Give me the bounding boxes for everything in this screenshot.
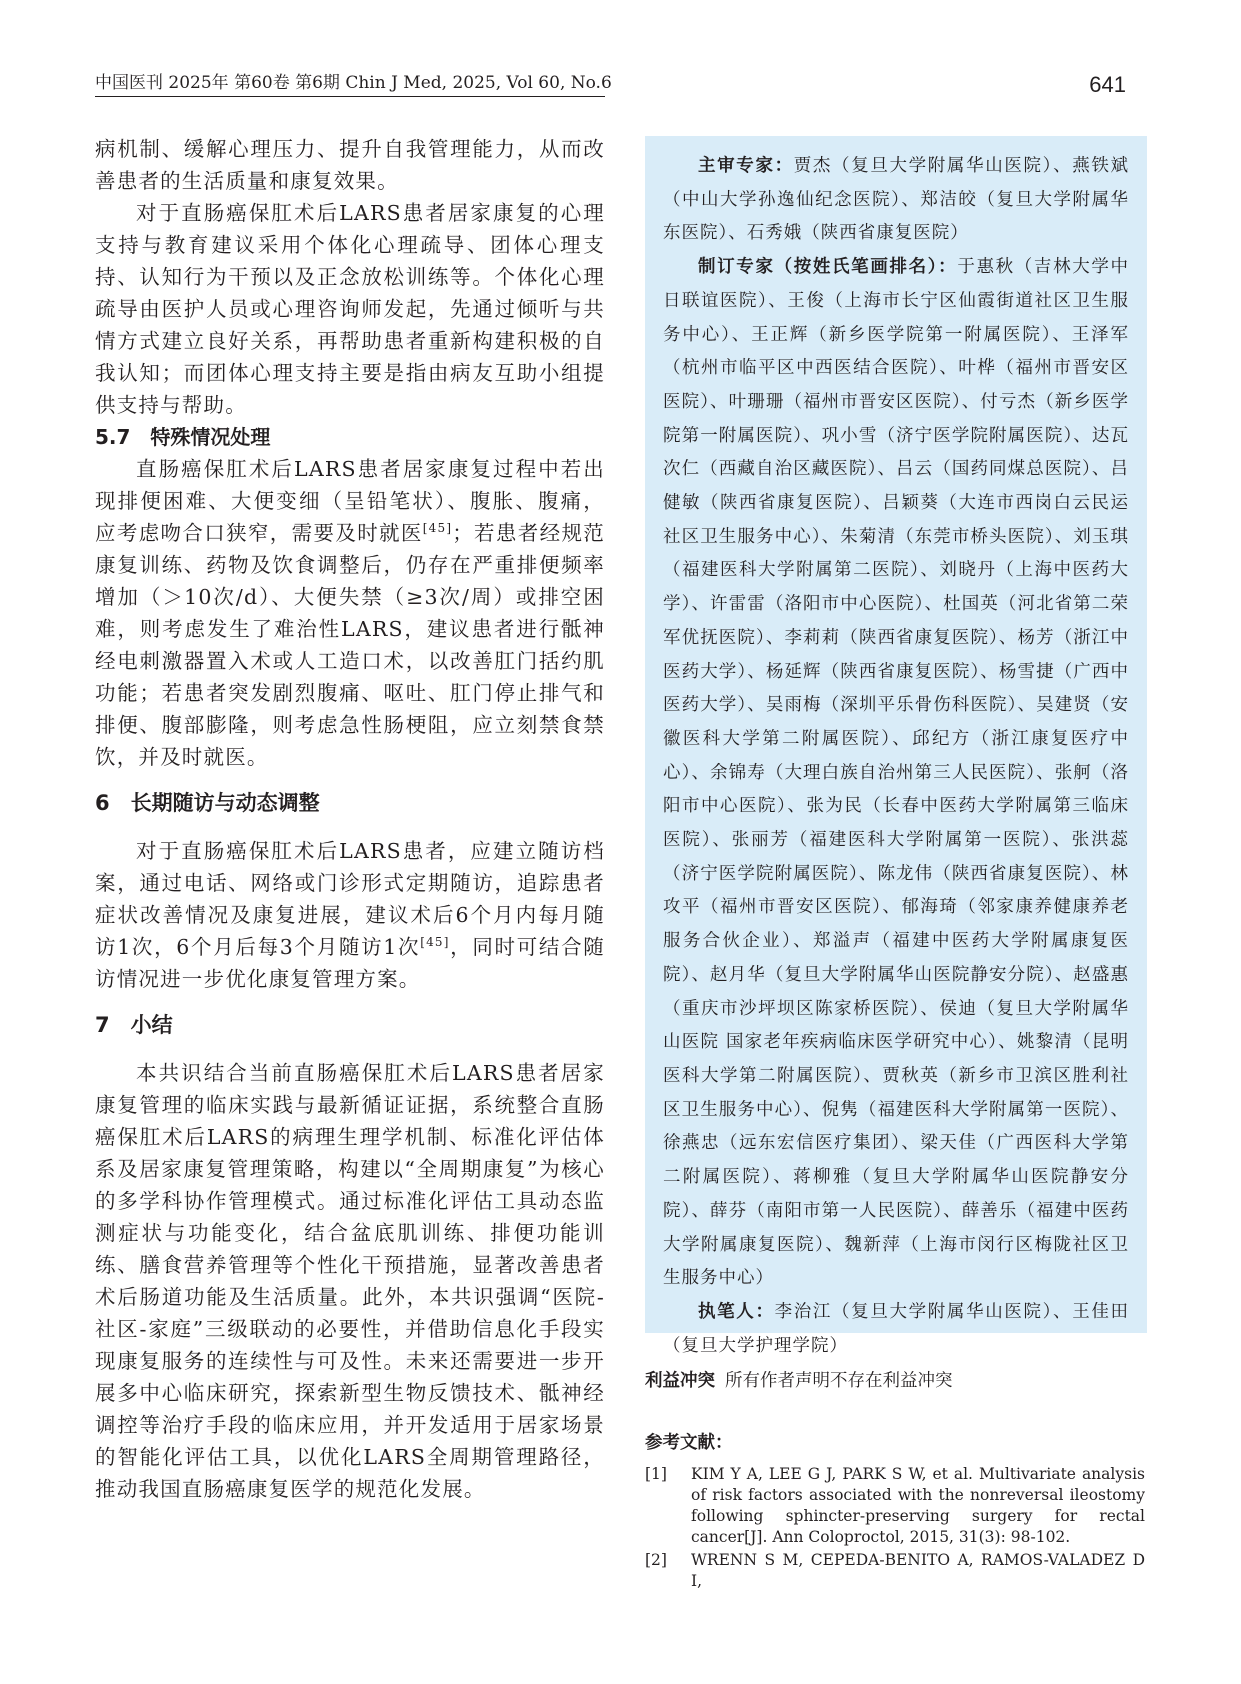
running-header: 中国医刊 2025年 第60卷 第6期 Chin J Med, 2025, Vol 60, No.6 <box>95 70 605 97</box>
paragraph-special-cases <box>95 453 605 773</box>
paragraph-text: 对于直肠癌保肛术后LARS患者，应建立随访档案，通过电话、网络或门诊形式定期随访，追踪患者症状改善情况及康复进展，建议术后6个月内每月随访1次，6个月后每3个月随访1次 <box>95 839 605 959</box>
writers-label: 执笔人： <box>698 1301 775 1322</box>
paragraph-text: 直肠癌保肛术后LARS患者居家康复过程中若出现排便困难、大便变细（呈铅笔状）、腹胀、腹痛，应考虑吻合口狭窄，需要及时就医 <box>95 457 605 545</box>
drafting-experts-text: 于惠秋（吉林大学中日联谊医院）、王俊（上海市长宁区仙霞街道社区卫生服务中心）、王正辉（新乡医学院第一附属医院）、王泽军（杭州市临平区中西医结合医院）、叶桦（福州市晋安区医院）、叶珊珊（福州市晋安区医院）、付亏杰（新乡医学院第一附属医院）、巩小雪（济宁医学院附属医院）、达瓦次仁（西藏自治区藏医院）、吕云（国药同煤总医院）、吕健敏（陕西省康复医院）、吕颖葵（大连市西岗白云民运社区卫生服务中心）、朱菊清（东莞市桥头医院）、刘玉琪（福建医科大学附属第二医院）、刘晓丹（上海中医药大学）、许雷雷（洛阳市中心医院）、杜国英（河北省第二荣军优抚医院）、李莉莉（陕西省康复医院）、杨芳（浙江中医药大学）、杨延辉（陕西省康复医院）、杨雪捷（广西中医药大学）、吴雨梅（深圳平乐骨伤科医院）、吴建贤（安徽医科大学第二附属医院）、邱纪方（浙江康复医疗中心）、余锦寿（大理白族自治州第三人民医院）、张舸（洛阳市中心医院）、张为民（长春中医药大学附属第三临床医院）、张丽芳（福建医科大学附属第一医院）、张洪蕊（济宁医学院附属医院）、陈龙伟（陕西省康复医院）、林攻平（福州市晋安区医院）、郁海琦（邻家康养健康养老服务合伙企业）、郑溢声（福建中医药大学附属康复医院）、赵月华（复旦大学附属华山医院静安分院）、赵盛惠（重庆市沙坪坝区陈家桥医院）、侯迪（复旦大学附属华山医院 国家老年疾病临床医学研究中心）、姚黎清（昆明医科大学第二附属医院）、贾秋英（新乡市卫滨区胜利社区卫生服务中心）、倪隽（福建医科大学附属第一医院）、徐燕忠（远东宏信医疗集团）、梁天佳（广西医科大学第二附属医院）、蒋柳雅（复旦大学附属华山医院静安分院）、薛芬（南阳市第一人民医院）、薛善乐（福建中医药大学附属康复医院）、魏新萍（上海市闵行区梅陇社区卫生服务中心） <box>663 257 1130 1289</box>
drafting-experts-label: 制订专家（按姓氏笔画排名）： <box>698 257 958 278</box>
expert-panel-box <box>645 136 1147 1356</box>
paragraph-psych-support: 对于直肠癌保肛术后LARS患者居家康复的心理支持与教育建议采用个体化心理疏导、团体心理支持、认知行为干预以及正念放松训练等。个体化心理疏导由医护人员或心理咨询师发起，先通过倾听与共情方式建立良好关系，再帮助患者重新构建积极的自我认知；而团体心理支持主要是指由病友互助小组提供支持与帮助。 <box>95 201 605 417</box>
conflict-of-interest <box>645 1368 1147 1394</box>
reference-text: KIM Y A, LEE G J, PARK S W, et al. Multivariate analysis of risk factors associated with the nonreversal ileostomy following sphincter-preserving surgery for rectal cancer[J]. Ann Coloproctol, 2015, 31(3): 98-102. <box>691 1465 1145 1546</box>
reference-number: [1] <box>645 1465 667 1483</box>
section-heading-7: 7 小结 <box>95 1013 173 1037</box>
left-column <box>95 133 605 1505</box>
page-number: 641 <box>1089 72 1126 97</box>
drafting-experts <box>663 251 1129 1296</box>
reference-item <box>645 1464 1145 1548</box>
citation: [45] <box>420 935 450 950</box>
paragraph-text: ，同时可结合随访情况进一步优化康复管理方案。 <box>95 935 605 991</box>
citation: [45] <box>422 521 453 536</box>
coi-label: 利益冲突 <box>645 1371 715 1391</box>
references-title: 参考文献： <box>645 1433 733 1453</box>
chief-reviewers <box>663 150 1129 251</box>
section-heading-5-7: 5.7 特殊情况处理 <box>95 425 271 449</box>
references-list <box>645 1464 1145 1594</box>
section-heading-6: 6 长期随访与动态调整 <box>95 791 320 815</box>
paragraph-followup <box>95 835 605 995</box>
paragraph-continued: 病机制、缓解心理压力、提升自我管理能力，从而改善患者的生活质量和康复效果。 <box>95 137 605 193</box>
paragraph-text: ；若患者经规范康复训练、药物及饮食调整后，仍存在严重排便频率增加（＞10次/d）、大便失禁（≥3次/周）或排空困难，则考虑发生了难治性LARS，建议患者进行骶神经电刺激器置入术或人工造口术，以改善肛门括约肌功能；若患者突发剧烈腹痛、呕吐、肛门停止排气和排便、腹部膨隆，则考虑急性肠梗阻，应立刻禁食禁饮，并及时就医。 <box>95 521 606 769</box>
writers <box>663 1296 1129 1363</box>
chief-reviewers-text: 贾杰（复旦大学附属华山医院）、燕铁斌（中山大学孙逸仙纪念医院）、郑洁皎（复旦大学附属华东医院）、石秀娥（陕西省康复医院） <box>663 156 1130 244</box>
reference-text: WRENN S M, CEPEDA-BENITO A, RAMOS-VALADEZ D I, <box>691 1551 1145 1590</box>
paragraph-summary: 本共识结合当前直肠癌保肛术后LARS患者居家康复管理的临床实践与最新循证证据，系统整合直肠癌保肛术后LARS的病理生理学机制、标准化评估体系及居家康复管理策略，构建以“全周期康复”为核心的多学科协作管理模式。通过标准化评估工具动态监测症状与功能变化，结合盆底肌训练、排便功能训练、膳食营养管理等个性化干预措施，显著改善患者术后肠道功能及生活质量。此外，本共识强调“医院-社区-家庭”三级联动的必要性，并借助信息化手段实现康复服务的连续性与可及性。未来还需要进一步开展多中心临床研究，探索新型生物反馈技术、骶神经调控等治疗手段的临床应用，并开发适用于居家场景的智能化评估工具，以优化LARS全周期管理路径，推动我国直肠癌康复医学的规范化发展。 <box>95 1061 605 1501</box>
writers-text: 李治江（复旦大学附属华山医院）、王佳田（复旦大学护理学院） <box>663 1301 1130 1356</box>
reference-item <box>645 1550 1145 1592</box>
coi-text: 所有作者声明不存在利益冲突 <box>725 1371 953 1391</box>
chief-reviewers-label: 主审专家： <box>698 156 794 176</box>
reference-number: [2] <box>645 1551 667 1569</box>
